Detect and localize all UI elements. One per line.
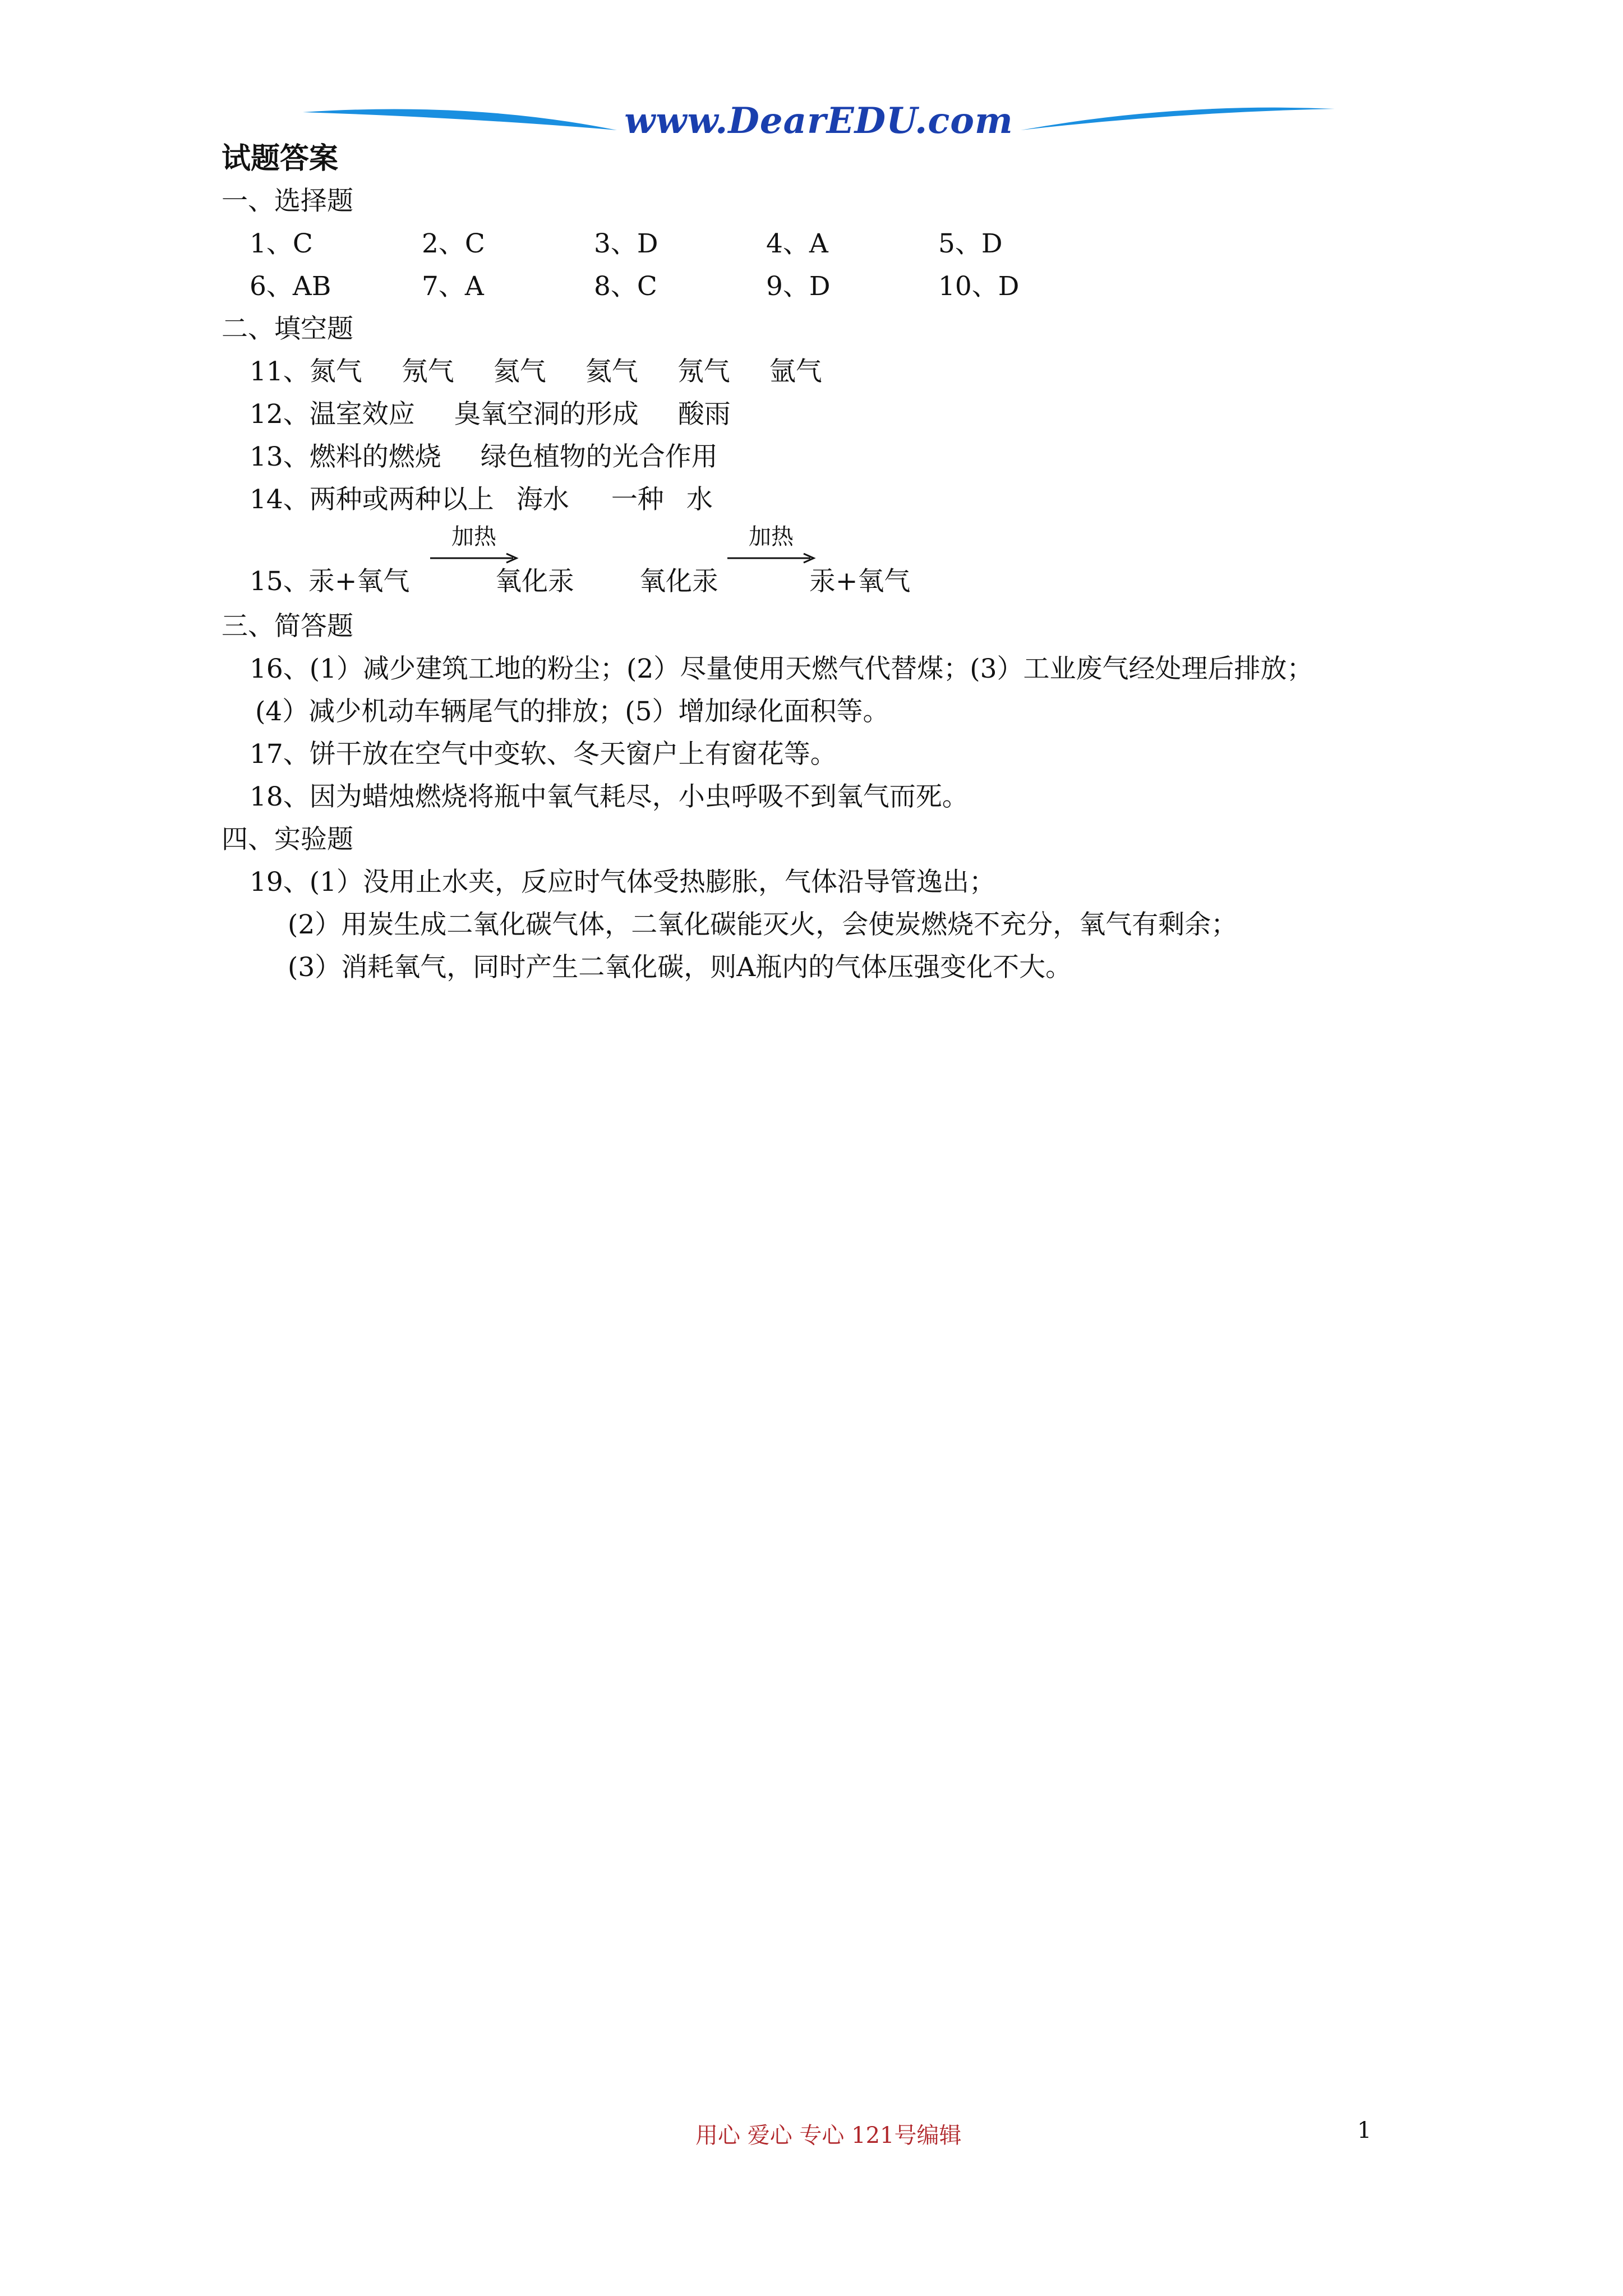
mc-row-1: [222, 223, 1427, 265]
answer-q19-part2: (2）用炭生成二氧化碳气体，二氧化碳能灭火，会使炭燃烧不充分，氧气有剩余；: [288, 909, 1238, 940]
reaction-condition: 加热: [451, 524, 496, 550]
reaction-arrow-2: [726, 521, 816, 564]
answer-item: 氦气: [493, 356, 546, 387]
reaction-condition: 加热: [749, 524, 794, 550]
answer-q12: [222, 393, 1427, 436]
answer-item: 水: [686, 484, 713, 515]
answer-item: 酸雨: [677, 399, 731, 430]
mc-answer: 3、D: [594, 228, 658, 259]
answer-q13: [222, 436, 1427, 478]
answer-item: 氖气: [401, 356, 454, 387]
answer-item: 氖气: [677, 356, 730, 387]
mc-answer: 1、C: [250, 228, 313, 259]
mc-answer: 9、D: [766, 271, 831, 302]
answer-item: 绿色植物的光合作用: [480, 441, 718, 472]
answer-q16-line1: 16、(1）减少建筑工地的粉尘；(2）尽量使用天燃气代替煤；(3）工业废气经处理后排放；: [250, 654, 1313, 684]
mc-answer: 10、D: [938, 271, 1020, 302]
answer-q19-part3: (3）消耗氧气，同时产生二氧化碳，则A瓶内的气体压强变化不大。: [288, 952, 1072, 983]
answer-item: 两种或两种以上: [309, 484, 494, 515]
arrow-icon: [726, 553, 816, 564]
answer-q17: 17、饼干放在空气中变软、冬天窗户上有窗花等。: [250, 739, 837, 770]
reactants-2: 氧化汞: [639, 566, 718, 597]
answer-item: 温室效应: [309, 399, 415, 430]
section-heading-choice: 一、选择题: [222, 186, 353, 217]
answer-q18: 18、因为蜡烛燃烧将瓶中氧气耗尽，小虫呼吸不到氧气而死。: [250, 781, 969, 812]
mc-row-2: [222, 265, 1427, 308]
page-title: 试题答案: [222, 141, 339, 176]
section-heading-fill: 二、填空题: [222, 314, 353, 344]
footer-slogan: 用心 爱心 专心 121号编辑: [695, 2123, 962, 2148]
answer-item: 海水: [516, 484, 569, 515]
reactants-1: 汞+氧气: [308, 566, 410, 597]
answer-q15: [222, 521, 1427, 605]
answer-item: 氮气: [309, 356, 362, 387]
question-number: 12、: [250, 399, 310, 430]
page-number: 1: [1357, 2118, 1372, 2143]
product-1: 氧化汞: [495, 566, 574, 597]
mc-answer: 5、D: [938, 228, 1003, 259]
answer-q11: [222, 351, 1427, 393]
site-logo: www.DearEDU.com: [624, 100, 1013, 142]
document-body: [222, 137, 1427, 989]
question-number: 13、: [250, 441, 310, 472]
question-number: 14、: [250, 484, 310, 515]
product-2: 汞+氧气: [809, 566, 911, 597]
mc-answer: 6、AB: [250, 271, 331, 302]
answer-item: 氩气: [769, 356, 822, 387]
answer-q16-line2: (4）减少机动车辆尾气的排放；(5）增加绿化面积等。: [255, 696, 889, 727]
section-heading-short: 三、简答题: [222, 611, 353, 642]
mc-answer: 2、C: [422, 228, 485, 259]
answer-item: 臭氧空洞的形成: [454, 399, 639, 430]
answer-item: 氦气: [585, 356, 638, 387]
answer-item: 一种: [611, 484, 664, 515]
section-heading-experiment: 四、实验题: [222, 824, 353, 855]
answer-item: 燃料的燃烧: [309, 441, 441, 472]
mc-answer: 4、A: [766, 228, 828, 259]
question-number: 11、: [250, 356, 310, 387]
reaction-arrow-1: [429, 521, 519, 564]
question-number: 15、: [250, 566, 310, 597]
answer-q19-part1: 19、(1）没用止水夹，反应时气体受热膨胀，气体沿导管逸出；: [250, 867, 996, 898]
mc-answer: 7、A: [422, 271, 484, 302]
mc-answer: 8、C: [594, 271, 657, 302]
answer-q14: [222, 478, 1427, 521]
